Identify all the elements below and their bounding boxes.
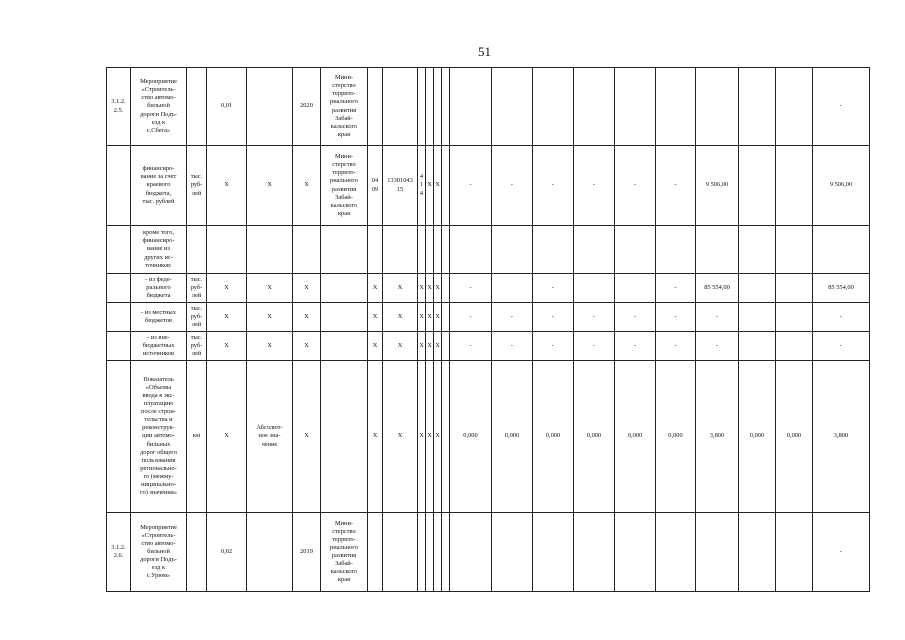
row-csr bbox=[418, 513, 426, 592]
row-executor bbox=[321, 303, 368, 332]
row-year: Х bbox=[293, 274, 321, 303]
row-name: кроме того, финансиро- вание из других ис- точников: bbox=[131, 226, 187, 274]
row-year-value-2 bbox=[492, 274, 533, 303]
row-year-value-2 bbox=[492, 513, 533, 592]
row-year-value-5: - bbox=[615, 146, 656, 226]
row-unit bbox=[187, 226, 207, 274]
row-vr: Х bbox=[426, 332, 434, 361]
row-vr bbox=[426, 513, 434, 592]
row-year-value-10: - bbox=[813, 332, 870, 361]
row-unit bbox=[187, 513, 207, 592]
row-grbs: Х bbox=[368, 303, 383, 332]
row-x-2 bbox=[442, 332, 450, 361]
row-grbs: Х bbox=[368, 361, 383, 513]
row-year-value-9: 0,000 bbox=[776, 361, 813, 513]
row-year: 2019 bbox=[293, 513, 321, 592]
row-year-value-7 bbox=[696, 513, 739, 592]
row-value-2: Х bbox=[247, 303, 293, 332]
row-year-value-1 bbox=[450, 226, 492, 274]
row-year-value-5 bbox=[615, 274, 656, 303]
row-unit: км bbox=[187, 361, 207, 513]
row-executor: Мини- стерство террито- риального развития Забай- кальского края bbox=[321, 68, 368, 146]
row-grbs bbox=[368, 68, 383, 146]
row-unit: тыс. руб- лей bbox=[187, 332, 207, 361]
row-year-value-7: 9 506,00 bbox=[696, 146, 739, 226]
row-value-2 bbox=[247, 226, 293, 274]
row-year-value-3: 0,000 bbox=[533, 361, 574, 513]
row-code: 3.1.2. 2.6. bbox=[107, 513, 131, 592]
row-value-1: 0,01 bbox=[207, 68, 247, 146]
row-grbs: Х bbox=[368, 332, 383, 361]
row-code bbox=[107, 361, 131, 513]
row-year-value-4: - bbox=[574, 146, 615, 226]
row-x-1 bbox=[434, 513, 442, 592]
row-year-value-10: 9 506,00 bbox=[813, 146, 870, 226]
row-year-value-8 bbox=[739, 226, 776, 274]
row-x-1: Х bbox=[434, 303, 442, 332]
row-x-2 bbox=[442, 226, 450, 274]
row-vr: Х bbox=[426, 361, 434, 513]
row-value-2 bbox=[247, 513, 293, 592]
row-grbs: Х bbox=[368, 274, 383, 303]
row-grbs: 04 09 bbox=[368, 146, 383, 226]
row-name: Мероприятие «Строитель- ство автомо- бильной дороги Подъ- езд к с.Сбега» bbox=[131, 68, 187, 146]
row-year-value-1: - bbox=[450, 274, 492, 303]
row-x-1 bbox=[434, 68, 442, 146]
row-year-value-3 bbox=[533, 68, 574, 146]
row-year-value-7: - bbox=[696, 332, 739, 361]
row-year-value-10: - bbox=[813, 68, 870, 146]
row-year-value-9 bbox=[776, 274, 813, 303]
row-csr: 4 1 4 bbox=[418, 146, 426, 226]
row-year-value-3 bbox=[533, 226, 574, 274]
row-year-value-8 bbox=[739, 513, 776, 592]
budget-table bbox=[106, 67, 870, 592]
row-executor: Мини- стерство террито- риального развития Забай- кальского края bbox=[321, 146, 368, 226]
table-row bbox=[107, 226, 870, 274]
row-executor: Мини- стерство террито- риального развития Забай- кальского края bbox=[321, 513, 368, 592]
row-unit: тыс. руб- лей bbox=[187, 146, 207, 226]
row-year bbox=[293, 226, 321, 274]
row-value-1: 0,02 bbox=[207, 513, 247, 592]
row-year-value-5: - bbox=[615, 332, 656, 361]
row-year-value-10: 3,800 bbox=[813, 361, 870, 513]
row-year-value-1: - bbox=[450, 146, 492, 226]
row-year-value-2: 0,000 bbox=[492, 361, 533, 513]
table-row bbox=[107, 513, 870, 592]
row-unit: тыс. руб- лей bbox=[187, 274, 207, 303]
table-row bbox=[107, 146, 870, 226]
row-year-value-7: - bbox=[696, 303, 739, 332]
row-year-value-9 bbox=[776, 332, 813, 361]
row-year-value-7 bbox=[696, 68, 739, 146]
row-csr bbox=[418, 68, 426, 146]
table-row bbox=[107, 361, 870, 513]
row-value-1: Х bbox=[207, 361, 247, 513]
row-x-2 bbox=[442, 513, 450, 592]
row-year-value-4 bbox=[574, 68, 615, 146]
row-year-value-4 bbox=[574, 226, 615, 274]
row-rzpr: 13301043 15 bbox=[383, 146, 418, 226]
row-year-value-10: - bbox=[813, 513, 870, 592]
row-year-value-8 bbox=[739, 146, 776, 226]
row-csr: Х bbox=[418, 361, 426, 513]
row-csr: Х bbox=[418, 274, 426, 303]
row-year: Х bbox=[293, 146, 321, 226]
row-value-2 bbox=[247, 68, 293, 146]
row-x-2 bbox=[442, 274, 450, 303]
row-vr bbox=[426, 226, 434, 274]
row-code bbox=[107, 274, 131, 303]
row-x-1: Х bbox=[434, 332, 442, 361]
row-year: Х bbox=[293, 332, 321, 361]
row-year: Х bbox=[293, 361, 321, 513]
row-year: 2020 bbox=[293, 68, 321, 146]
row-vr bbox=[426, 68, 434, 146]
row-year-value-9 bbox=[776, 303, 813, 332]
row-year-value-3 bbox=[533, 513, 574, 592]
row-rzpr: Х bbox=[383, 332, 418, 361]
row-year-value-6 bbox=[656, 513, 696, 592]
row-year-value-4 bbox=[574, 513, 615, 592]
row-value-2: Х bbox=[247, 146, 293, 226]
row-x-2 bbox=[442, 361, 450, 513]
row-code bbox=[107, 226, 131, 274]
row-year-value-6: - bbox=[656, 332, 696, 361]
row-year-value-1 bbox=[450, 68, 492, 146]
row-x-1: Х bbox=[434, 361, 442, 513]
row-executor bbox=[321, 226, 368, 274]
table-row bbox=[107, 68, 870, 146]
row-year-value-3: - bbox=[533, 332, 574, 361]
row-vr: Х bbox=[426, 146, 434, 226]
row-year-value-10: - bbox=[813, 303, 870, 332]
row-year-value-9 bbox=[776, 226, 813, 274]
row-year-value-6 bbox=[656, 226, 696, 274]
row-csr: Х bbox=[418, 303, 426, 332]
row-value-1: Х bbox=[207, 146, 247, 226]
row-year-value-4: - bbox=[574, 332, 615, 361]
row-rzpr bbox=[383, 513, 418, 592]
row-year-value-3: - bbox=[533, 274, 574, 303]
row-year-value-7: 3,800 bbox=[696, 361, 739, 513]
row-year-value-2 bbox=[492, 226, 533, 274]
row-year-value-8: 0,000 bbox=[739, 361, 776, 513]
row-year-value-4 bbox=[574, 274, 615, 303]
row-rzpr: Х bbox=[383, 303, 418, 332]
row-x-2 bbox=[442, 303, 450, 332]
row-code bbox=[107, 332, 131, 361]
row-name: - из местных бюджетов bbox=[131, 303, 187, 332]
row-x-2 bbox=[442, 146, 450, 226]
row-executor bbox=[321, 361, 368, 513]
row-year-value-9 bbox=[776, 513, 813, 592]
row-vr: Х bbox=[426, 274, 434, 303]
row-year-value-1 bbox=[450, 513, 492, 592]
row-rzpr bbox=[383, 226, 418, 274]
row-year-value-1: 0,000 bbox=[450, 361, 492, 513]
row-name: Показатель «Объемы ввода в экс- плуатацию после строи- тельства и реконструк- ции автомо- бильных дорог общего пользования регионально- го (межму- ниципально- го) значения» bbox=[131, 361, 187, 513]
row-csr: Х bbox=[418, 332, 426, 361]
row-year-value-6 bbox=[656, 68, 696, 146]
row-code: 3.1.2. 2.5. bbox=[107, 68, 131, 146]
row-value-1: Х bbox=[207, 303, 247, 332]
row-year-value-3: - bbox=[533, 303, 574, 332]
row-year-value-2: - bbox=[492, 303, 533, 332]
row-x-2 bbox=[442, 68, 450, 146]
row-year-value-5: - bbox=[615, 303, 656, 332]
row-year-value-8 bbox=[739, 332, 776, 361]
row-code bbox=[107, 303, 131, 332]
row-year-value-6: - bbox=[656, 274, 696, 303]
row-value-1: Х bbox=[207, 274, 247, 303]
row-year-value-1: - bbox=[450, 332, 492, 361]
row-name: - из вне- бюджетных источников bbox=[131, 332, 187, 361]
row-value-2: Х bbox=[247, 274, 293, 303]
row-x-1: Х bbox=[434, 274, 442, 303]
table-row bbox=[107, 303, 870, 332]
table-row bbox=[107, 332, 870, 361]
row-name: Мероприятие «Строитель- ство автомо- бильной дороги Подъ- езд к с.Урюм» bbox=[131, 513, 187, 592]
row-year: Х bbox=[293, 303, 321, 332]
row-executor bbox=[321, 332, 368, 361]
page-number: 51 bbox=[478, 44, 491, 59]
row-csr bbox=[418, 226, 426, 274]
row-year-value-4: - bbox=[574, 303, 615, 332]
row-year-value-6: - bbox=[656, 303, 696, 332]
row-year-value-4: 0,000 bbox=[574, 361, 615, 513]
row-grbs bbox=[368, 513, 383, 592]
row-x-1 bbox=[434, 226, 442, 274]
row-rzpr bbox=[383, 68, 418, 146]
row-year-value-6: - bbox=[656, 146, 696, 226]
row-x-1: Х bbox=[434, 146, 442, 226]
row-year-value-10 bbox=[813, 226, 870, 274]
row-unit: тыс. руб- лей bbox=[187, 303, 207, 332]
row-name: - из феде- рального бюджета bbox=[131, 274, 187, 303]
row-year-value-8 bbox=[739, 274, 776, 303]
row-value-1 bbox=[207, 226, 247, 274]
row-year-value-2 bbox=[492, 68, 533, 146]
row-year-value-3: - bbox=[533, 146, 574, 226]
row-year-value-8 bbox=[739, 68, 776, 146]
row-name: финансиро- вание за счет краевого бюджета, тыс. рублей bbox=[131, 146, 187, 226]
row-year-value-7: 85 554,00 bbox=[696, 274, 739, 303]
row-unit bbox=[187, 68, 207, 146]
row-year-value-5: 0,000 bbox=[615, 361, 656, 513]
row-rzpr: Х bbox=[383, 361, 418, 513]
row-year-value-2: - bbox=[492, 146, 533, 226]
row-year-value-5 bbox=[615, 68, 656, 146]
row-grbs bbox=[368, 226, 383, 274]
row-value-1: Х bbox=[207, 332, 247, 361]
row-year-value-8 bbox=[739, 303, 776, 332]
row-year-value-6: 0,000 bbox=[656, 361, 696, 513]
row-rzpr: Х bbox=[383, 274, 418, 303]
row-year-value-1: - bbox=[450, 303, 492, 332]
row-executor bbox=[321, 274, 368, 303]
row-value-2: Х bbox=[247, 332, 293, 361]
row-year-value-9 bbox=[776, 68, 813, 146]
row-year-value-9 bbox=[776, 146, 813, 226]
row-value-2: Абсолют- ное зна- чение bbox=[247, 361, 293, 513]
row-year-value-5 bbox=[615, 513, 656, 592]
row-year-value-10: 85 554,00 bbox=[813, 274, 870, 303]
row-vr: Х bbox=[426, 303, 434, 332]
row-code bbox=[107, 146, 131, 226]
row-year-value-2: - bbox=[492, 332, 533, 361]
row-year-value-7 bbox=[696, 226, 739, 274]
table-row bbox=[107, 274, 870, 303]
row-year-value-5 bbox=[615, 226, 656, 274]
